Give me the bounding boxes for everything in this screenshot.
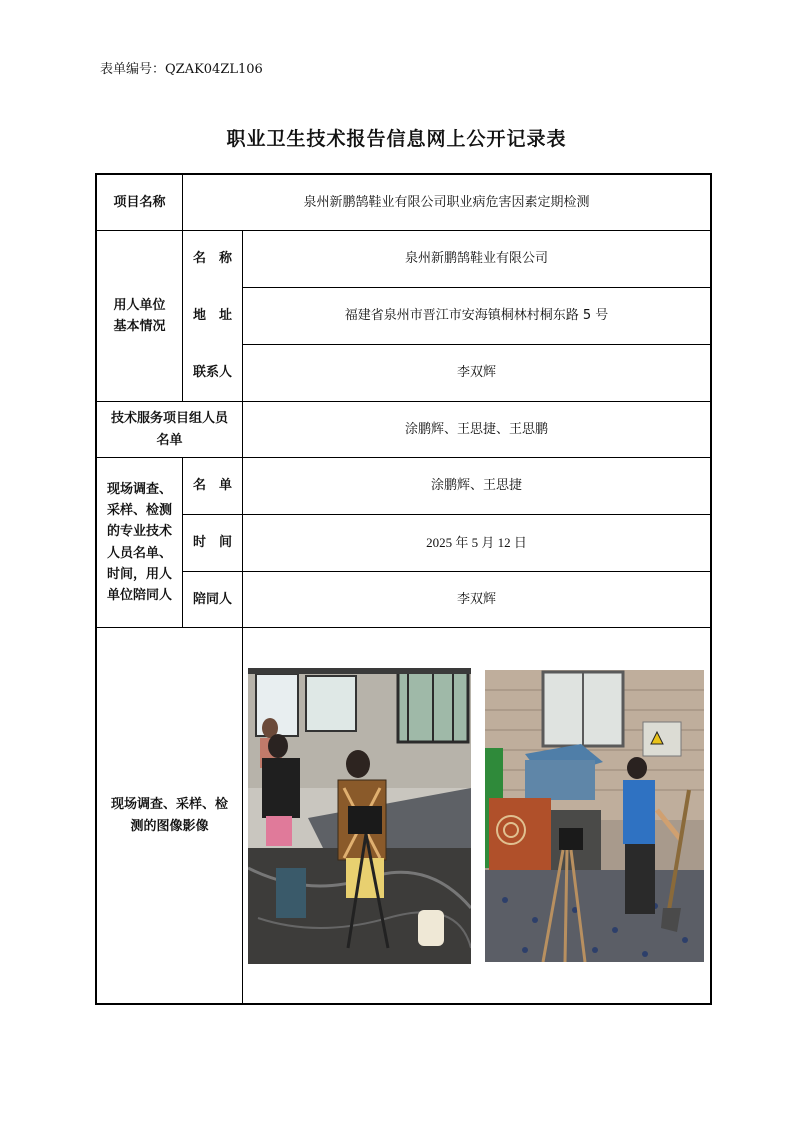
onsite-escort-value: 李双辉 <box>456 591 496 607</box>
onsite-time-value: 2025 年 5 月 12 日 <box>426 535 527 551</box>
onsite-list-value: 涂鹏辉、王思捷 <box>430 478 522 494</box>
employer-name-value: 泉州新鹏鹄鞋业有限公司 <box>404 251 548 267</box>
team-value: 涂鹏辉、王思捷、王思鹏 <box>404 421 548 437</box>
record-table <box>95 173 712 1005</box>
employer-contact-label: 联系人 <box>192 365 232 381</box>
employer-contact-value: 李双辉 <box>456 365 496 381</box>
images-label: 现场调查、采样、检 测的图像影像 <box>110 797 228 834</box>
employer-info-label: 用人单位 基本情况 <box>113 297 166 334</box>
onsite-escort-label: 陪同人 <box>192 591 232 607</box>
crusher-machine-photo <box>485 670 704 962</box>
workshop-sorting-photo <box>248 668 471 964</box>
onsite-time-label: 时 间 <box>192 535 232 551</box>
document-title: 职业卫生技术报告信息网上公开记录表 <box>226 128 567 150</box>
form-number: 表单编号：QZAK04ZL106 <box>100 62 263 77</box>
onsite-list-label: 名 单 <box>192 478 232 494</box>
project-name-value: 泉州新鹏鹄鞋业有限公司职业病危害因素定期检测 <box>303 194 590 210</box>
team-label: 技术服务项目组人员 名单 <box>110 411 228 448</box>
employer-address-value: 福建省泉州市晋江市安海镇桐林村桐东路 5 号 <box>344 308 609 324</box>
employer-address-label: 地 址 <box>192 308 232 324</box>
onsite-staff-label: 现场调查、 采样、检测 的专业技术 人员名单、 时间，用人 单位陪同人 <box>106 482 172 603</box>
employer-name-label: 名 称 <box>192 251 232 267</box>
project-name-label: 项目名称 <box>113 194 166 210</box>
